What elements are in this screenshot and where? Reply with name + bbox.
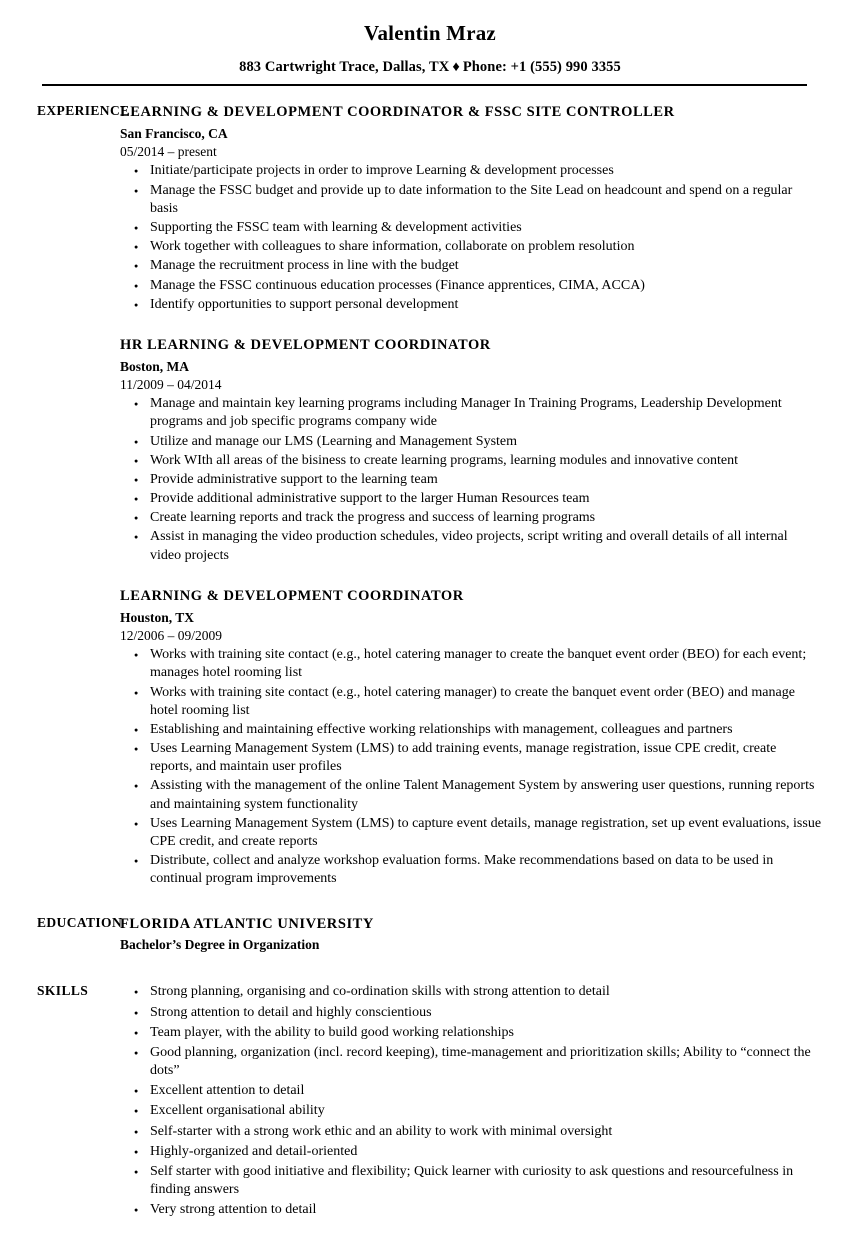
bullet-item: ● Distribute, collect and analyze workshop evaluation forms. Make recommendations based on data to be used in continual program improvements (120, 852, 822, 888)
diamond-separator-icon: ♦ (452, 59, 460, 76)
bullet-item: ● Assisting with the management of the online Talent Management System by answering user questions, running reports and maintaining system functionality (120, 777, 822, 813)
section-label-experience: EXPERIENCE (37, 103, 130, 119)
bullet-item: ● Work WIth all areas of the bisiness to create learning programs, learning modules and innovative content (120, 452, 822, 470)
bullet-item: ● Works with training site contact (e.g., hotel catering manager) to create the banquet event order (BEO) and manage hotel rooming list (120, 684, 822, 720)
bullet-item: ● Utilize and manage our LMS (Learning and Management System (120, 433, 822, 451)
skills-body (120, 983, 860, 1221)
experience-entry (120, 587, 822, 889)
job-location: Boston, MA (120, 358, 190, 374)
education-body (120, 915, 860, 955)
bullet-item: ● Uses Learning Management System (LMS) to add training events, manage registration, issue CPE credit, create reports, and maintain user profiles (120, 740, 822, 776)
experience-body (120, 103, 860, 889)
bullet-item: ● Manage and maintain key learning programs including Manager In Training Programs, Leadership Development programs and job specific programs company wide (120, 395, 822, 431)
skills-list (120, 983, 822, 1219)
header-divider (42, 84, 807, 86)
bullet-list (120, 646, 822, 888)
bullet-item: ● Manage the FSSC continuous education processes (Finance apprentices, CIMA, ACCA) (120, 277, 822, 295)
skill-item: ● Excellent organisational ability (120, 1102, 822, 1120)
skill-item: ● Highly-organized and detail-oriented (120, 1143, 822, 1161)
candidate-phone: Phone: +1 (555) 990 3355 (462, 59, 621, 76)
bullet-item: ● Identify opportunities to support personal development (120, 296, 822, 314)
experience-entry (120, 103, 822, 314)
job-dates: 12/2006 – 09/2009 (120, 627, 223, 643)
skill-item: ● Strong attention to detail and highly conscientious (120, 1004, 822, 1022)
bullet-item: ● Provide administrative support to the learning team (120, 471, 822, 489)
skill-item: ● Self starter with good initiative and flexibility; Quick learner with curiosity to ask questions and resourcefulness in finding answers (120, 1163, 822, 1199)
job-location: San Francisco, CA (120, 125, 228, 141)
section-label-skills: SKILLS (37, 983, 89, 999)
experience-entry (120, 336, 822, 565)
education-school: FLORIDA ATLANTIC UNIVERSITY (120, 915, 374, 932)
skill-item: ● Team player, with the ability to build good working relationships (120, 1024, 822, 1042)
job-dates: 05/2014 – present (120, 144, 217, 160)
skill-item: ● Self-starter with a strong work ethic and an ability to work with minimal oversight (120, 1123, 822, 1141)
bullet-item: ● Works with training site contact (e.g., hotel catering manager to create the banquet event order (BEO) for each event; manages hotel rooming list (120, 646, 822, 682)
bullet-item: ● Assist in managing the video production schedules, video projects, script writing and overall details of all internal video projects (120, 528, 822, 564)
skill-item: ● Excellent attention to detail (120, 1082, 822, 1100)
bullet-item: ● Initiate/participate projects in order to improve Learning & development processes (120, 162, 822, 180)
bullet-item: ● Provide additional administrative support to the larger Human Resources team (120, 490, 822, 508)
bullet-list (120, 162, 822, 314)
bullet-item: ● Manage the FSSC budget and provide up to date information to the Site Lead on headcount and spend on a regular basis (120, 182, 822, 218)
bullet-item: ● Create learning reports and track the progress and success of learning programs (120, 509, 822, 527)
education-degree: Bachelor’s Degree in Organization (120, 937, 320, 953)
contact-line (0, 59, 860, 76)
education-section (0, 915, 860, 955)
bullet-item: ● Manage the recruitment process in line with the budget (120, 257, 822, 275)
job-title: LEARNING & DEVELOPMENT COORDINATOR (120, 587, 464, 604)
skill-item: ● Very strong attention to detail (120, 1201, 822, 1219)
skill-item: ● Strong planning, organising and co-ordination skills with strong attention to detail (120, 983, 822, 1001)
candidate-name: Valentin Mraz (364, 21, 496, 45)
job-title: HR LEARNING & DEVELOPMENT COORDINATOR (120, 336, 491, 353)
bullet-item: ● Establishing and maintaining effective working relationships with management, colleagues and partners (120, 721, 822, 739)
section-label-education: EDUCATION (37, 914, 123, 930)
candidate-address: 883 Cartwright Trace, Dallas, TX (239, 59, 450, 76)
bullet-item: ● Supporting the FSSC team with learning & development activities (120, 219, 822, 237)
skills-section (0, 983, 860, 1221)
job-title: LEARNING & DEVELOPMENT COORDINATOR & FSSC SITE CONTROLLER (120, 104, 675, 121)
job-dates: 11/2009 – 04/2014 (120, 376, 222, 392)
bullet-item: ● Work together with colleagues to share information, collaborate on problem resolution (120, 238, 822, 256)
experience-section (0, 103, 860, 889)
resume-header (0, 0, 860, 86)
bullet-list (120, 395, 822, 565)
skill-item: ● Good planning, organization (incl. record keeping), time-management and prioritization skills; Ability to “connect the dots” (120, 1044, 822, 1080)
bullet-item: ● Uses Learning Management System (LMS) to capture event details, manage registration, set up event evaluations, issue CPE credit, and create reports (120, 815, 822, 851)
job-location: Houston, TX (120, 609, 195, 625)
